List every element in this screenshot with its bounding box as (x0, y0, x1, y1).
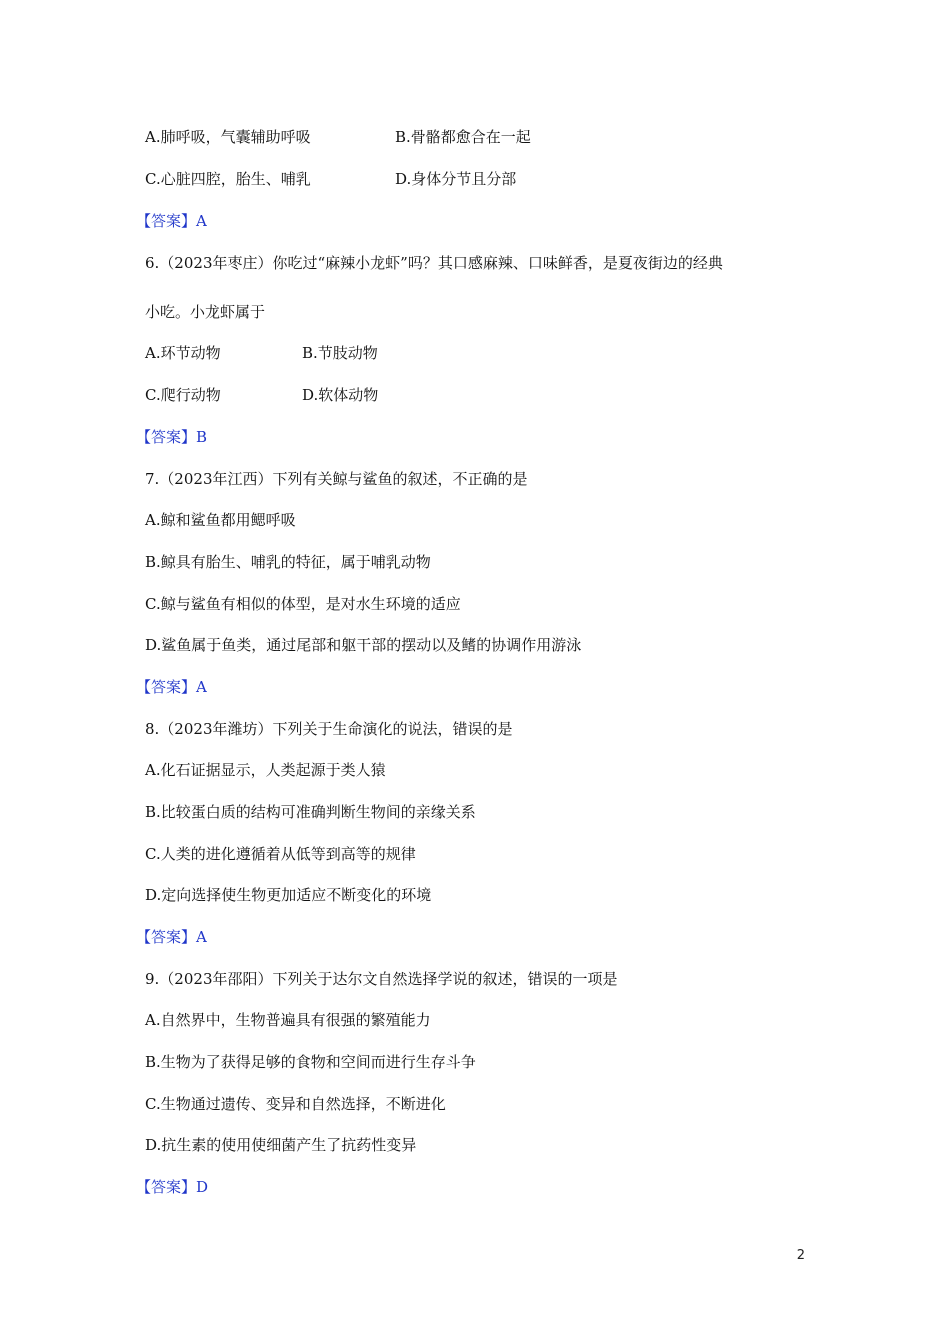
q6-option-c: C.爬行动物 (145, 386, 221, 404)
q7-answer: 【答案】A (136, 678, 207, 696)
q9-option-d: D.抗生素的使用使细菌产生了抗药性变异 (145, 1136, 417, 1154)
q7-option-d: D.鲨鱼属于鱼类，通过尾部和躯干部的摆动以及鳍的协调作用游泳 (145, 636, 582, 654)
q9-option-c: C.生物通过遗传、变异和自然选择，不断进化 (145, 1095, 446, 1113)
q7-option-b: B.鲸具有胎生、哺乳的特征，属于哺乳动物 (145, 553, 431, 571)
q5-answer: 【答案】A (136, 212, 207, 230)
q6-answer: 【答案】B (136, 428, 208, 446)
q5-option-d: D.身体分节且分部 (395, 170, 517, 188)
page-number: 2 (796, 1248, 805, 1263)
q6-option-b: B.节肢动物 (302, 344, 378, 362)
q6-option-a: A.环节动物 (145, 344, 221, 362)
q8-option-b: B.比较蛋白质的结构可准确判断生物间的亲缘关系 (145, 803, 476, 821)
q9-answer: 【答案】D (136, 1178, 209, 1196)
q5-option-a: A.肺呼吸，气囊辅助呼吸 (145, 128, 311, 146)
q5-option-b: B.骨骼都愈合在一起 (395, 128, 531, 146)
q7-stem: 7.（2023年江西）下列有关鲸与鲨鱼的叙述，不正确的是 (145, 470, 528, 488)
q7-option-a: A.鲸和鲨鱼都用鳃呼吸 (145, 511, 296, 529)
q9-option-b: B.生物为了获得足够的食物和空间而进行生存斗争 (145, 1053, 476, 1071)
q6-stem-line2: 小吃。小龙虾属于 (145, 303, 266, 321)
q8-option-c: C.人类的进化遵循着从低等到高等的规律 (145, 845, 416, 863)
q8-answer: 【答案】A (136, 928, 207, 946)
q8-stem: 8.（2023年潍坊）下列关于生命演化的说法，错误的是 (145, 720, 513, 738)
q6-stem-line1: 6.（2023年枣庄）你吃过“麻辣小龙虾”吗？其口感麻辣、口味鲜香，是夏夜街边的经典 (145, 254, 723, 272)
q8-option-a: A.化石证据显示，人类起源于类人猿 (145, 761, 386, 779)
q7-option-c: C.鲸与鲨鱼有相似的体型，是对水生环境的适应 (145, 595, 461, 613)
q5-option-c: C.心脏四腔，胎生、哺乳 (145, 170, 311, 188)
q9-option-a: A.自然界中，生物普遍具有很强的繁殖能力 (145, 1011, 431, 1029)
q6-option-d: D.软体动物 (302, 386, 379, 404)
q9-stem: 9.（2023年邵阳）下列关于达尔文自然选择学说的叙述，错误的一项是 (145, 970, 618, 988)
q8-option-d: D.定向选择使生物更加适应不断变化的环境 (145, 886, 432, 904)
